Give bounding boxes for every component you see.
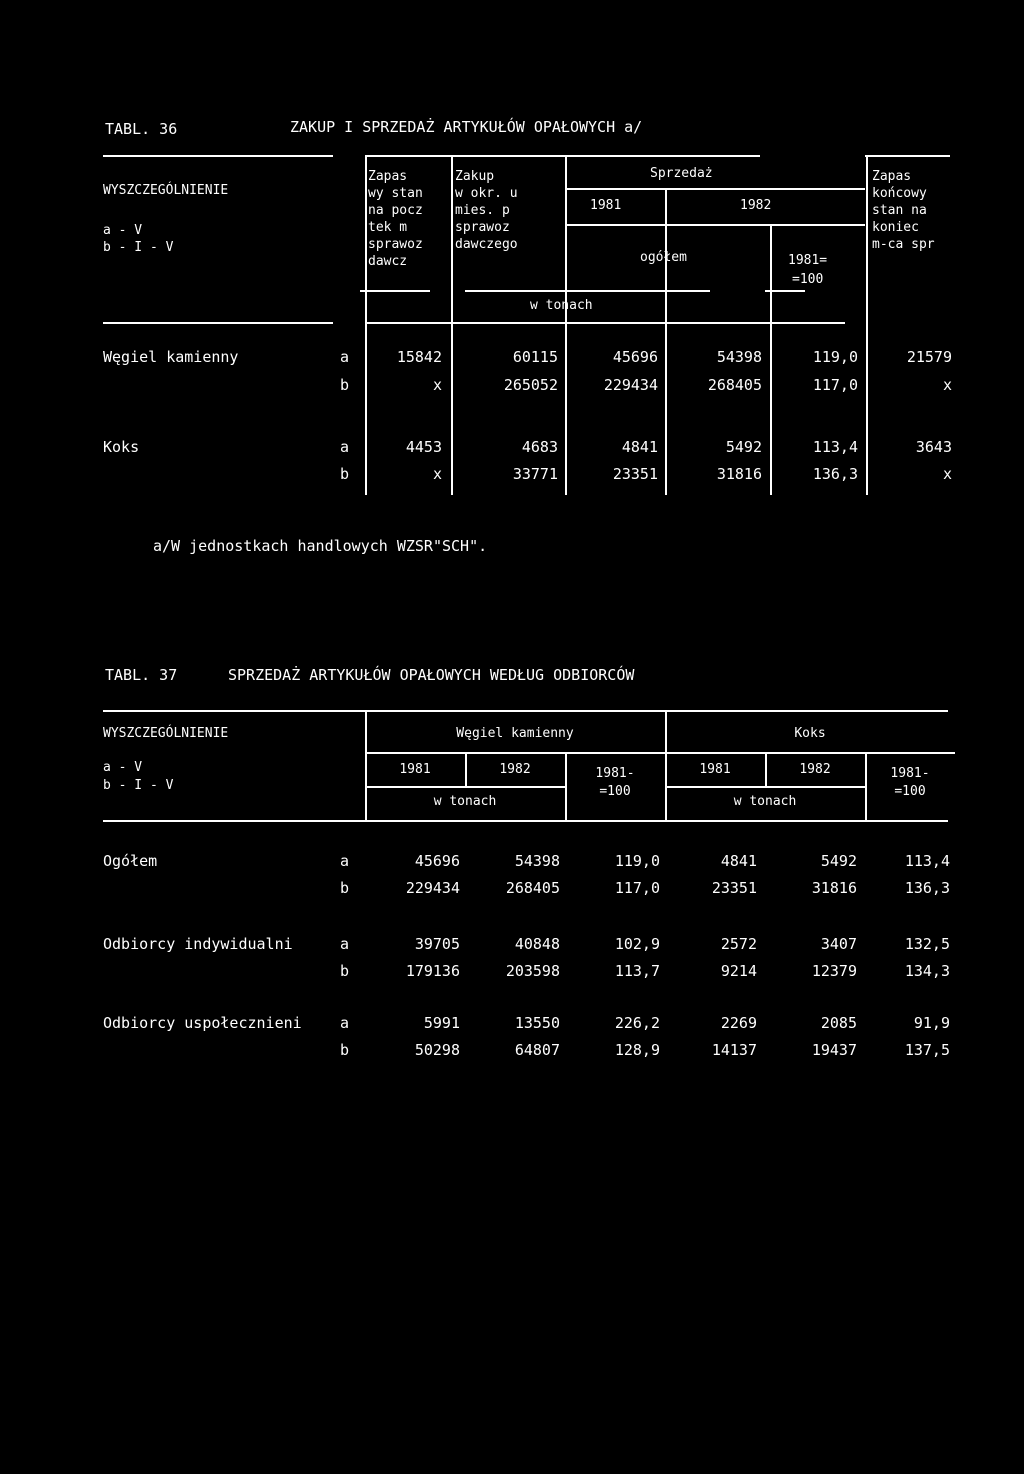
table-cell: 113,7 <box>614 962 660 980</box>
table37-row-indywidualni-label: Odbiorcy indywidualni <box>103 935 293 953</box>
table-cell: 268405 <box>505 879 560 897</box>
table-cell: 132,5 <box>904 935 950 953</box>
table-cell: 117,0 <box>614 879 660 897</box>
table-cell: 23351 <box>612 465 658 483</box>
table-cell: 134,3 <box>904 962 950 980</box>
table-cell: 265052 <box>503 376 558 394</box>
table-cell: 2572 <box>720 935 757 953</box>
table36-legend-b: b - I - V <box>103 240 174 255</box>
row-marker-a: a <box>340 438 350 456</box>
row-marker-b: b <box>340 962 350 980</box>
table-cell: 31816 <box>716 465 762 483</box>
table37-header-koks-units: w tonach <box>733 794 797 809</box>
table36-header-ogolem: ogółem <box>640 250 687 265</box>
table-cell: 13550 <box>514 1014 560 1032</box>
table-cell: 60115 <box>512 348 558 366</box>
table-cell: 54398 <box>514 852 560 870</box>
table37-header-koks-1982: 1982 <box>799 762 831 777</box>
row-marker-b: b <box>340 465 350 483</box>
table-cell: 31816 <box>811 879 857 897</box>
table-cell: 128,9 <box>614 1041 660 1059</box>
table-cell: 102,9 <box>614 935 660 953</box>
table-cell: 119,0 <box>812 348 858 366</box>
table-cell: 21579 <box>906 348 952 366</box>
table-cell: 14137 <box>711 1041 757 1059</box>
table37-legend-a: a - V <box>103 760 143 775</box>
row-marker-b: b <box>340 879 350 897</box>
table-cell: x <box>942 465 952 483</box>
table-cell: 179136 <box>405 962 460 980</box>
table-cell: 137,5 <box>904 1041 950 1059</box>
table37-header-wegiel-index1: 1981- <box>595 766 635 781</box>
table36-header-label: WYSZCZEGÓLNIENIE <box>103 183 229 198</box>
table-cell: 119,0 <box>614 852 660 870</box>
table-cell: 23351 <box>711 879 757 897</box>
table-cell: 4841 <box>720 852 757 870</box>
table36-header-1982: 1982 <box>740 198 772 213</box>
row-marker-b: b <box>340 376 350 394</box>
table37-row-uspolecznieni-label: Odbiorcy uspołecznieni <box>103 1014 302 1032</box>
table-cell: 64807 <box>514 1041 560 1059</box>
table-cell: x <box>432 376 442 394</box>
table-cell: 113,4 <box>904 852 950 870</box>
table36-row-wegiel-label: Węgiel kamienny <box>103 348 239 366</box>
table-cell: 5991 <box>423 1014 460 1032</box>
table37-number: TABL. 37 <box>105 666 178 684</box>
row-marker-a: a <box>340 348 350 366</box>
table36-header-sprzedaz: Sprzedaż <box>650 166 713 181</box>
row-marker-a: a <box>340 1014 350 1032</box>
table-cell: 117,0 <box>812 376 858 394</box>
table-cell: 4683 <box>521 438 558 456</box>
table37-header-wegiel-1982: 1982 <box>499 762 531 777</box>
table-cell: 12379 <box>811 962 857 980</box>
table-cell: 226,2 <box>614 1014 660 1032</box>
table-cell: 19437 <box>811 1041 857 1059</box>
table37-header-koks: Koks <box>794 726 826 741</box>
table-cell: 3643 <box>915 438 952 456</box>
table37-header-wegiel-1981: 1981 <box>399 762 431 777</box>
table-cell: 33771 <box>512 465 558 483</box>
table36-header-index1: 1981= <box>788 253 828 268</box>
table-cell: 91,9 <box>913 1014 950 1032</box>
table-cell: 4453 <box>405 438 442 456</box>
table37-header-koks-index2: =100 <box>894 784 926 799</box>
table-cell: x <box>432 465 442 483</box>
table37-row-ogolem-label: Ogółem <box>103 852 158 870</box>
table37-header-wegiel: Węgiel kamienny <box>456 726 574 741</box>
table-cell: 113,4 <box>812 438 858 456</box>
table-cell: 4841 <box>621 438 658 456</box>
table-cell: 50298 <box>414 1041 460 1059</box>
table37-header-koks-1981: 1981 <box>699 762 731 777</box>
table36-number: TABL. 36 <box>105 120 178 138</box>
table-cell: 45696 <box>414 852 460 870</box>
table-cell: 3407 <box>820 935 857 953</box>
row-marker-a: a <box>340 852 350 870</box>
table-cell: 45696 <box>612 348 658 366</box>
table36-header-units: w tonach <box>530 298 593 313</box>
table36-header-zakup: Zakup w okr. u mies. p sprawoz dawczego <box>455 169 518 252</box>
table36-footnote: a/W jednostkach handlowych WZSR"SCH". <box>153 537 488 555</box>
table-cell: 2269 <box>720 1014 757 1032</box>
table36-header-index2: =100 <box>792 272 824 287</box>
table37-header-wegiel-index2: =100 <box>599 784 631 799</box>
table-cell: 39705 <box>414 935 460 953</box>
table-cell: 5492 <box>725 438 762 456</box>
table-cell: 5492 <box>820 852 857 870</box>
row-marker-a: a <box>340 935 350 953</box>
table36-header-zapas-koncowy: Zapas końcowy stan na koniec m-ca spr <box>872 169 935 252</box>
table-cell: x <box>942 376 952 394</box>
table37-header-koks-index1: 1981- <box>890 766 930 781</box>
table-cell: 136,3 <box>812 465 858 483</box>
table36-header-zapas: Zapas wy stan na pocz tek m sprawoz dawcz <box>368 169 423 269</box>
table-cell: 229434 <box>405 879 460 897</box>
table36-title: ZAKUP I SPRZEDAŻ ARTYKUŁÓW OPAŁOWYCH a/ <box>290 118 643 136</box>
table36-row-koks-label: Koks <box>103 438 140 456</box>
table-cell: 9214 <box>720 962 757 980</box>
table-cell: 2085 <box>820 1014 857 1032</box>
row-marker-b: b <box>340 1041 350 1059</box>
table36-header-1981: 1981 <box>590 198 622 213</box>
table37-legend-b: b - I - V <box>103 778 174 793</box>
table-cell: 136,3 <box>904 879 950 897</box>
table36-legend-a: a - V <box>103 223 143 238</box>
table-cell: 229434 <box>603 376 658 394</box>
table-cell: 15842 <box>396 348 442 366</box>
table-cell: 203598 <box>505 962 560 980</box>
table-cell: 40848 <box>514 935 560 953</box>
table37-title: SPRZEDAŻ ARTYKUŁÓW OPAŁOWYCH WEDŁUG ODBIORCÓW <box>228 666 635 684</box>
table37-header-label: WYSZCZEGÓLNIENIE <box>103 726 229 741</box>
table-cell: 54398 <box>716 348 762 366</box>
table37-header-wegiel-units: w tonach <box>433 794 497 809</box>
table-cell: 268405 <box>707 376 762 394</box>
